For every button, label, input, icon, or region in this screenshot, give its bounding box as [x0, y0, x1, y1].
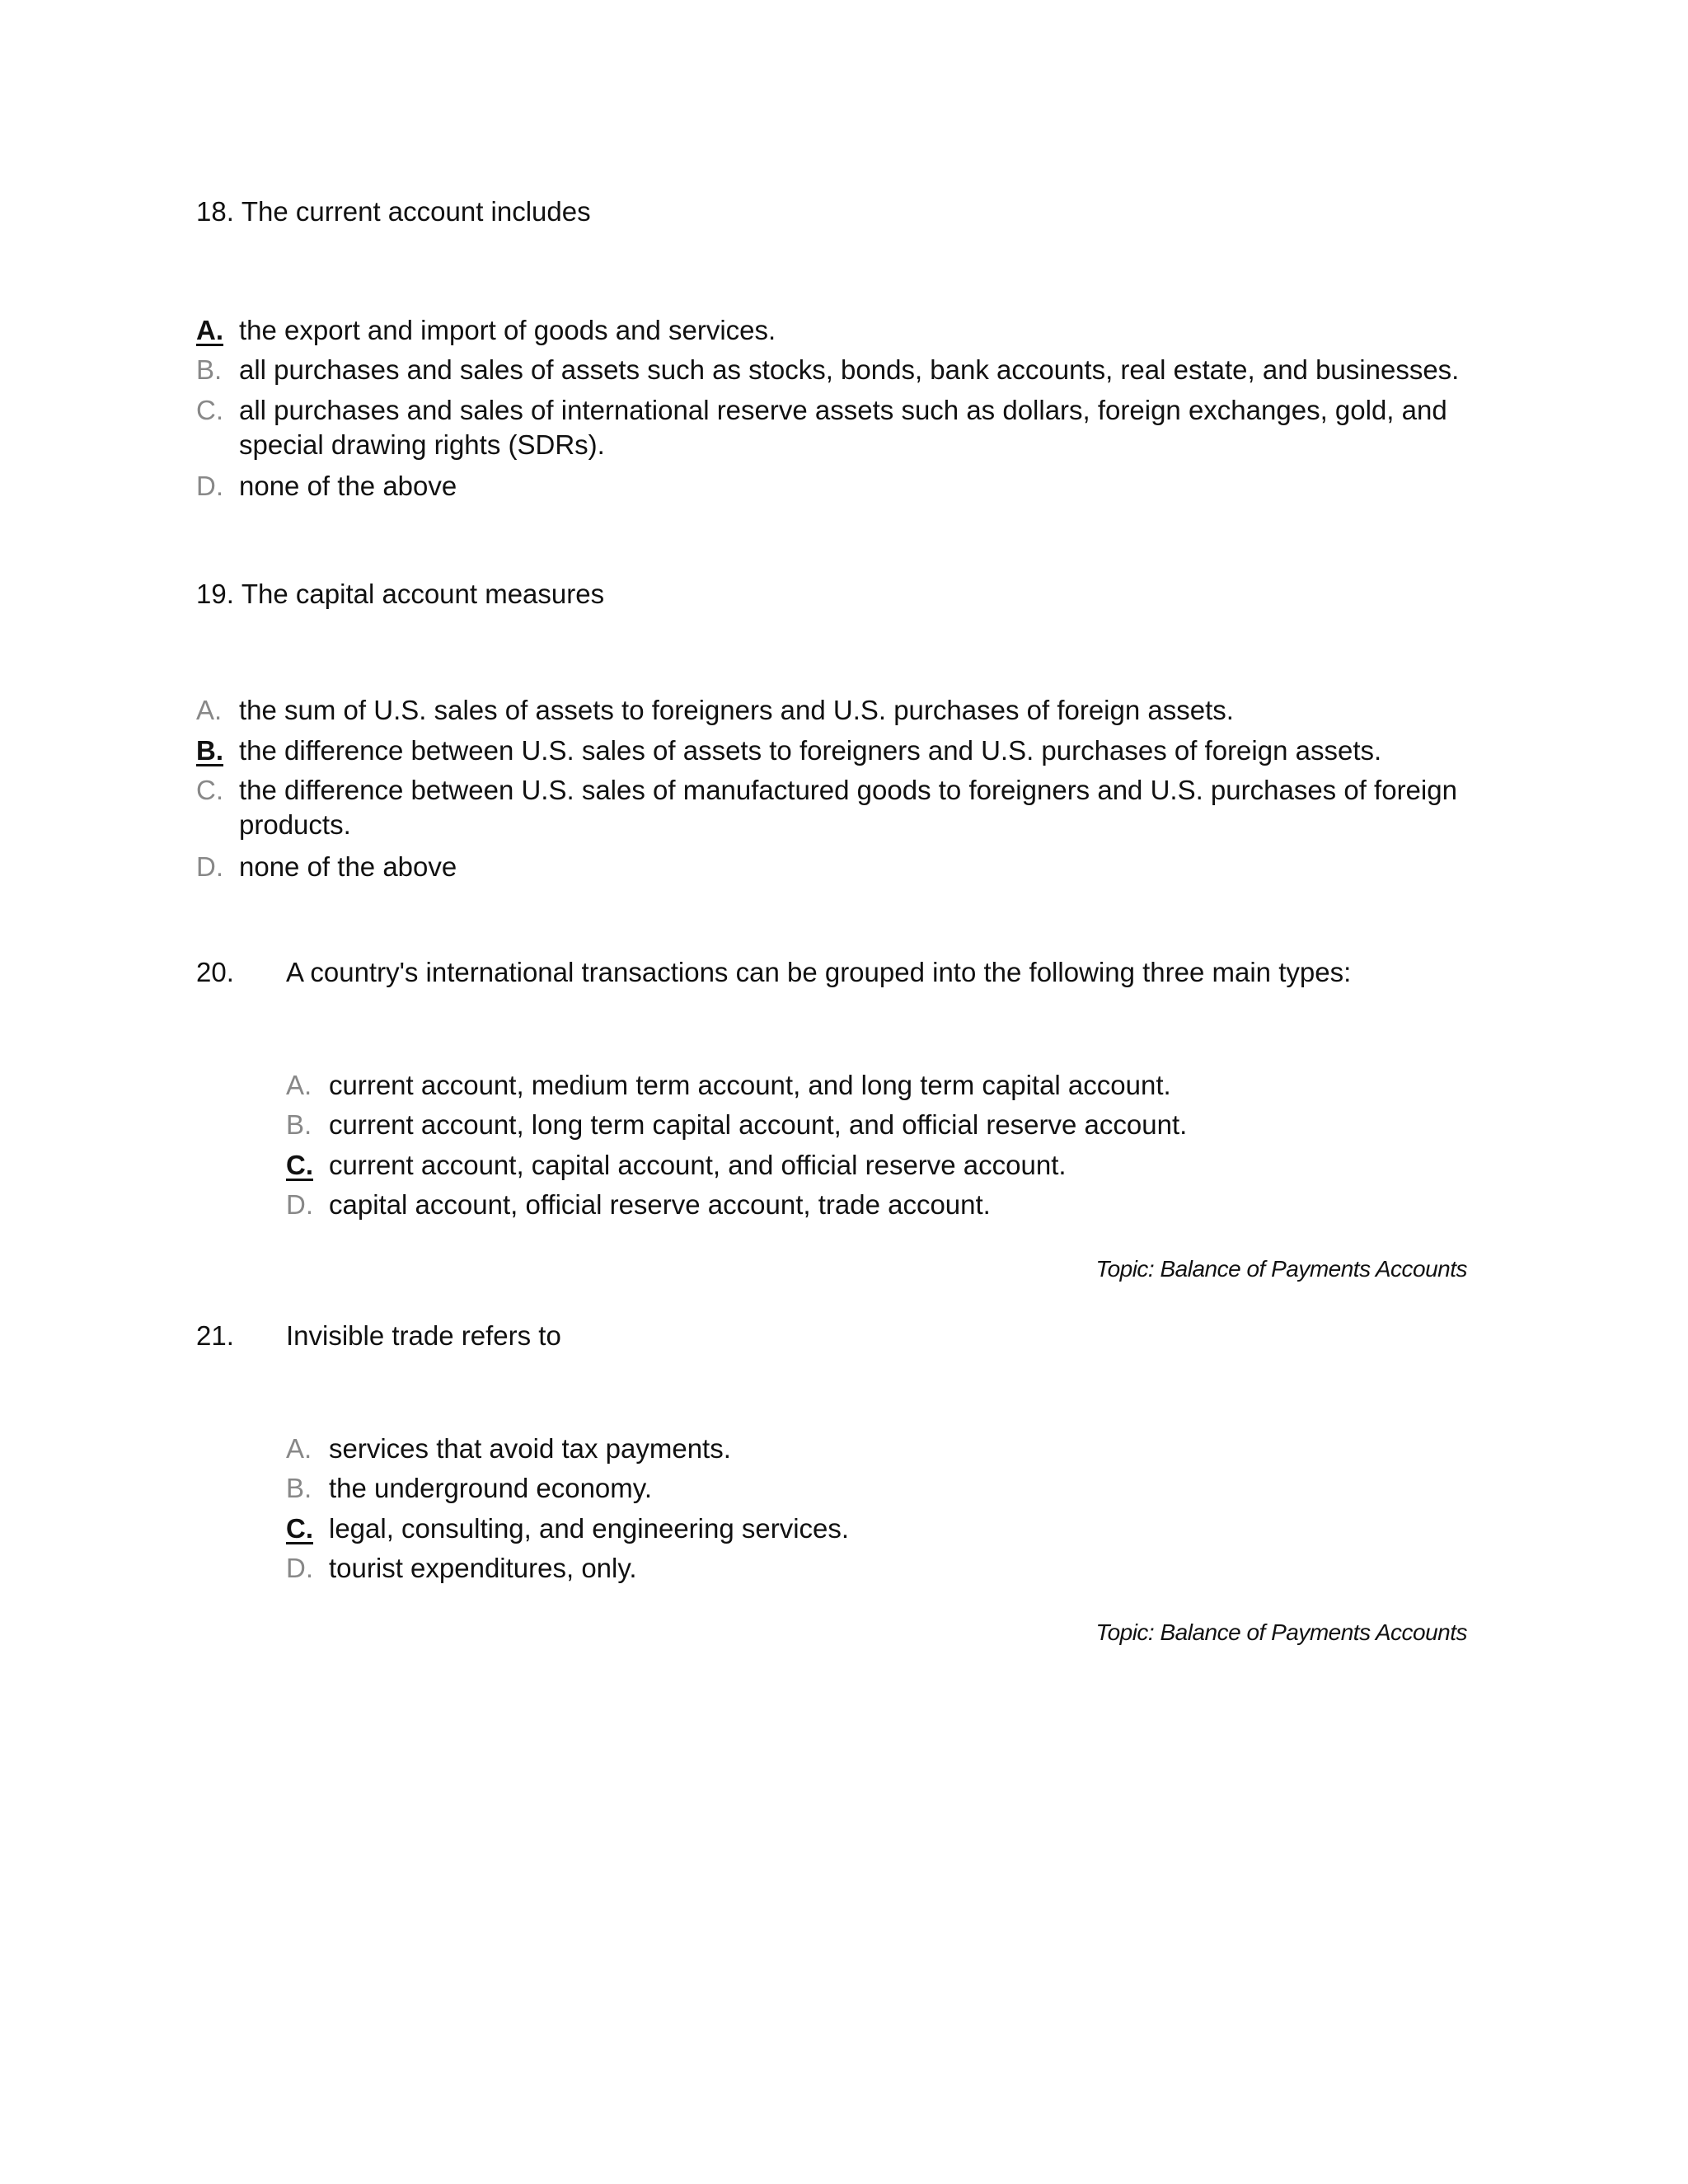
option-letter: B.: [286, 1473, 312, 1503]
question-text: A country's international transactions can be grouped into the following three main types:: [286, 957, 1352, 987]
question-number: 18.: [196, 196, 234, 227]
option-letter: B.: [286, 1109, 312, 1140]
q18-option-a: [196, 315, 776, 346]
q20-option-d: [286, 1189, 991, 1221]
question-number: 20.: [196, 957, 234, 987]
option-text: the difference between U.S. sales of manufactured goods to foreigners and U.S. purchases of foreign: [239, 775, 1457, 805]
option-text: the underground economy.: [329, 1473, 652, 1503]
option-letter: A.: [286, 1070, 312, 1100]
question-number: 21.: [196, 1320, 234, 1351]
option-text-continued: products.: [239, 809, 351, 840]
question-19-stem: [196, 579, 604, 610]
option-text: all purchases and sales of international reserve assets such as dollars, foreign exchanges, gold, and: [239, 395, 1447, 425]
option-letter: C.: [196, 775, 223, 805]
q18-option-c: [196, 395, 1447, 461]
question-21-stem: [196, 1320, 561, 1352]
option-letter: D.: [196, 471, 223, 501]
option-text: current account, long term capital account, and official reserve account.: [329, 1109, 1188, 1140]
option-letter: C.: [196, 395, 223, 425]
q20-option-c: [286, 1150, 1067, 1181]
option-letter: D.: [196, 851, 223, 882]
question-18-stem: [196, 196, 591, 227]
question-text: Invisible trade refers to: [286, 1320, 561, 1351]
q21-option-b: [286, 1473, 652, 1504]
option-letter: A.: [196, 695, 223, 725]
q21-option-d: [286, 1553, 637, 1584]
option-text: all purchases and sales of assets such as stocks, bonds, bank accounts, real estate, and businesses.: [239, 354, 1460, 385]
option-letter: D.: [286, 1553, 313, 1583]
option-text: none of the above: [239, 851, 457, 882]
question-text: The current account includes: [241, 196, 591, 227]
q19-option-c: [196, 775, 1457, 841]
option-text: none of the above: [239, 471, 457, 501]
option-text: capital account, official reserve account, trade account.: [329, 1189, 991, 1220]
q18-option-b: [196, 354, 1459, 386]
option-text: legal, consulting, and engineering services.: [329, 1513, 850, 1544]
option-letter: A.: [286, 1433, 312, 1464]
option-text: the export and import of goods and services.: [239, 315, 776, 345]
q20-topic-label: Topic: Balance of Payments Accounts: [1095, 1256, 1467, 1282]
q19-option-a: [196, 695, 1234, 726]
option-text: services that avoid tax payments.: [329, 1433, 731, 1464]
q21-option-a: [286, 1433, 731, 1465]
q19-option-d: [196, 851, 457, 883]
option-text: the sum of U.S. sales of assets to foreigners and U.S. purchases of foreign assets.: [239, 695, 1234, 725]
option-letter: B.: [196, 354, 223, 385]
q18-option-d: [196, 471, 457, 502]
option-letter-correct: C.: [286, 1150, 313, 1180]
question-text: The capital account measures: [241, 579, 605, 609]
option-letter: D.: [286, 1189, 313, 1220]
option-text: the difference between U.S. sales of assets to foreigners and U.S. purchases of foreign assets.: [239, 735, 1382, 766]
option-letter-correct: A.: [196, 315, 223, 345]
option-letter-correct: B.: [196, 735, 223, 766]
option-letter-correct: C.: [286, 1513, 313, 1544]
option-text-continued: special drawing rights (SDRs).: [239, 429, 605, 460]
q21-topic-label: Topic: Balance of Payments Accounts: [1095, 1619, 1467, 1645]
q21-option-c: [286, 1513, 849, 1544]
option-text: current account, medium term account, and long term capital account.: [329, 1070, 1171, 1100]
q20-option-b: [286, 1109, 1187, 1141]
question-20-stem: [196, 957, 1351, 988]
q20-option-a: [286, 1070, 1171, 1101]
option-text: tourist expenditures, only.: [329, 1553, 637, 1583]
q19-option-b: [196, 735, 1381, 766]
question-number: 19.: [196, 579, 234, 609]
option-text: current account, capital account, and official reserve account.: [329, 1150, 1067, 1180]
